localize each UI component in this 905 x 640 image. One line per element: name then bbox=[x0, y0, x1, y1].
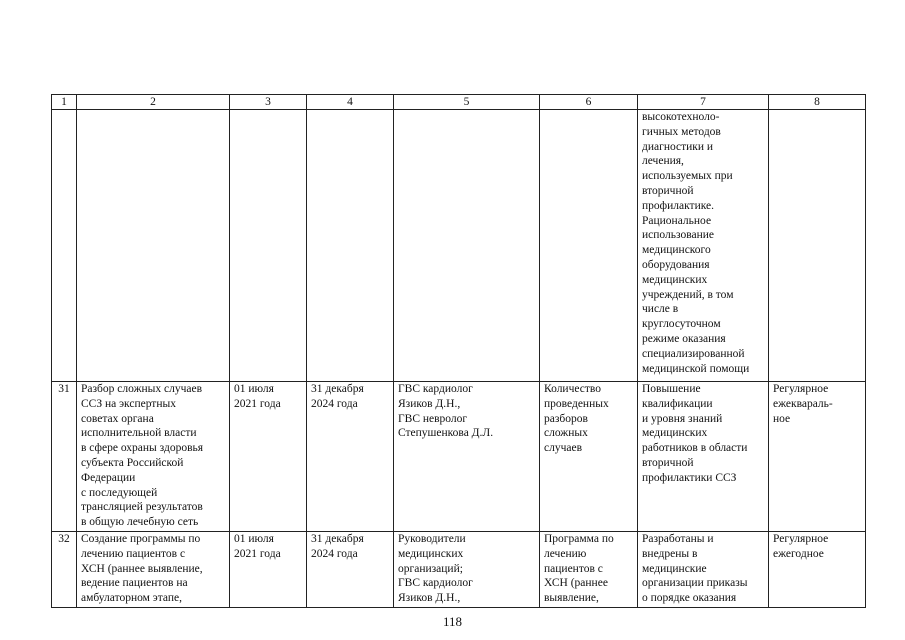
continuation-results-cell: высокотехноло- гичных методов диагностики и лечения, используемых при вторичной профилактике. Рациональное использование медицинского оборудования медицинских учреждений, в том числе в круглосуточном режиме оказания специализированной медицинской помощи bbox=[638, 110, 769, 382]
start-date-cell: 01 июля 2021 года bbox=[230, 382, 307, 532]
table-row-continuation bbox=[52, 110, 866, 382]
table-row bbox=[52, 532, 866, 608]
header-cell: 7 bbox=[638, 95, 769, 110]
header-cell: 1 bbox=[52, 95, 77, 110]
responsible-cell: Руководители медицинских организаций; ГВС кардиолог Язиков Д.Н., bbox=[394, 532, 540, 608]
table-cell bbox=[77, 110, 230, 382]
frequency-cell: Регулярное ежегодное bbox=[769, 532, 866, 608]
header-cell: 3 bbox=[230, 95, 307, 110]
table-cell bbox=[230, 110, 307, 382]
end-date-cell: 31 декабря 2024 года bbox=[307, 532, 394, 608]
page-number: 118 bbox=[442, 614, 463, 629]
end-date-cell: 31 декабря 2024 года bbox=[307, 382, 394, 532]
header-cell: 2 bbox=[77, 95, 230, 110]
header-cell: 8 bbox=[769, 95, 866, 110]
frequency-cell: Регулярное ежеквараль- ное bbox=[769, 382, 866, 532]
results-cell: Разработаны и внедрены в медицинские организации приказы о порядке оказания bbox=[638, 532, 769, 608]
table-cell bbox=[540, 110, 638, 382]
header-cell: 5 bbox=[394, 95, 540, 110]
start-date-cell: 01 июля 2021 года bbox=[230, 532, 307, 608]
header-cell: 4 bbox=[307, 95, 394, 110]
indicator-cell: Количество проведенных разборов сложных случаев bbox=[540, 382, 638, 532]
results-cell: Повышение квалификации и уровня знаний медицинских работников в области вторичной профилактики ССЗ bbox=[638, 382, 769, 532]
plan-table bbox=[51, 94, 866, 608]
header-row bbox=[52, 95, 866, 110]
header-cell: 6 bbox=[540, 95, 638, 110]
responsible-cell: ГВС кардиолог Язиков Д.Н., ГВС невролог Степушенкова Д.Л. bbox=[394, 382, 540, 532]
measure-cell: Разбор сложных случаев ССЗ на экспертных советах органа исполнительной власти в сфере охраны здоровья субъекта Российской Федерации с последующей трансляцией результатов в общую лечебную сеть bbox=[77, 382, 230, 532]
row-number: 31 bbox=[52, 382, 77, 532]
table-cell bbox=[307, 110, 394, 382]
indicator-cell: Программа по лечению пациентов с ХСН (раннее выявление, bbox=[540, 532, 638, 608]
measure-cell: Создание программы по лечению пациентов с ХСН (раннее выявление, ведение пациентов на амбулаторном этапе, bbox=[77, 532, 230, 608]
table-cell bbox=[52, 110, 77, 382]
row-number: 32 bbox=[52, 532, 77, 608]
table-cell bbox=[769, 110, 866, 382]
table-row bbox=[52, 382, 866, 532]
table-cell bbox=[394, 110, 540, 382]
